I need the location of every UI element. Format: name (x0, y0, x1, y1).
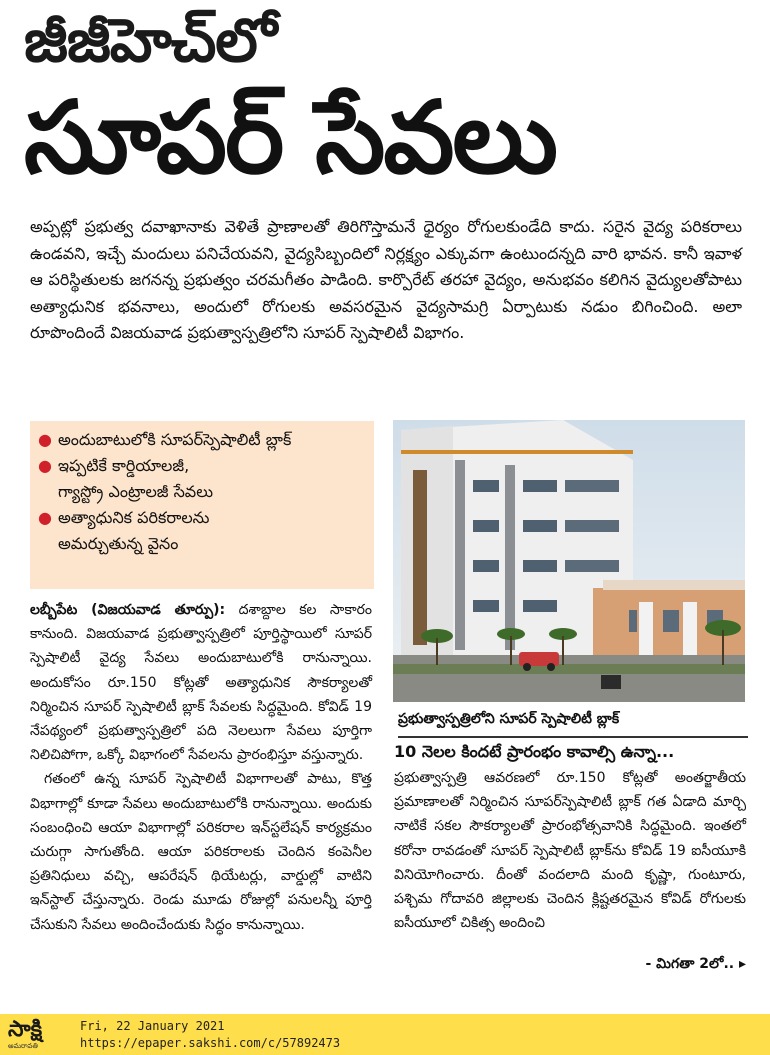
bullet-icon: ● (38, 508, 52, 527)
continued-link[interactable] (645, 956, 746, 975)
hospital-photo (393, 420, 745, 702)
continued-label: - మిగతా 2లో.. (645, 956, 735, 972)
highlight-text: అందుబాటులోకి సూపర్‌స్పెషాలిటీ బ్లాక్ (58, 430, 292, 449)
photo-caption: ప్రభుత్వాస్పత్రిలోని సూపర్ స్పెషాలిటీ బ్లాక్ (398, 711, 748, 738)
footer-url[interactable]: https://epaper.sakshi.com/c/57892473 (80, 1036, 341, 1050)
highlight-text: అత్యాధునిక పరికరాలను (58, 508, 210, 527)
article-paragraph: దశాబ్దాల కల సాకారం కానుంది. విజయవాడ ప్రభుత్వాస్పత్రిలో పూర్తిస్థాయిలో సూపర్ స్పెషాలిటీ వైద్య సేవలు అందుబాటులోకి రానున్నాయి. అందుకోసం రూ.150 కోట్లతో అత్యాధునిక సౌకర్యాలతో నిర్మించిన సూపర్ స్పెషాలిటీ బ్లాక్ సేవలకు సిద్ధమైంది. కోవిడ్ 19 నేపథ్యంలో ప్రభుత్వాస్పత్రిలో పది నెలలుగా సేవలు పూర్తిగా నిలిచిపోగా, ఒక్కో విభాగంలో సేవలను ప్రారంభిస్తూ వస్తున్నారు. (30, 602, 372, 764)
headline-kicker: జీజీహెచ్‌లో (24, 6, 277, 76)
sakshi-logo[interactable] (8, 1018, 64, 1051)
page-headline: సూపర్ సేవలు (24, 79, 556, 196)
highlight-item (38, 427, 366, 453)
footer-bar (0, 1014, 770, 1055)
arrow-right-icon: ▸ (738, 956, 746, 972)
highlight-text: అమర్చుతున్న వైనం (58, 534, 179, 553)
highlights-box (30, 421, 374, 589)
article-paragraph: గతంలో ఉన్న సూపర్ స్పెషాలిటీ విభాగాలతో పాటు, కొత్త విభాగాల్లో కూడా సేవలు అందుబాటులోకి రానున్నాయి. అందుకు సంబంధించి ఆయా విభాగాల్లో పరికరాల ఇన్‌స్టలేషన్ కార్యక్రమం చురుగ్గా సాగుతోంది. ఆయా పరికరాలకు చెందిన కంపెనీల ప్రతినిధులు వచ్చి, ఆపరేషన్ థియేటర్లు, వార్డుల్లో వాటిని ఇన్‌స్టాల్ చేస్తున్నారు. రెండు మూడు రోజుల్లో పనులన్నీ పూర్తి చేసుకుని సేవలు అందించేందుకు సిద్ధం కానున్నాయి. (30, 771, 372, 933)
article-right-column (394, 740, 746, 935)
highlight-text: గ్యాస్ట్రో ఎంట్రాలజీ సేవలు (58, 482, 214, 501)
highlight-item (38, 453, 366, 505)
article-dateline: లబ్బీపేట (విజయవాడ తూర్పు): (30, 602, 226, 618)
intro-paragraph: అప్పట్లో ప్రభుత్వ దవాఖానాకు వెళితే ప్రాణాలతో తిరిగొస్తామనే ధైర్యం రోగులకుండేది కాదు. సరైన వైద్య పరికరాలు ఉండవని, ఇచ్చే మందులు పనిచేయవని, వైద్యసిబ్బందిలో నిర్లక్ష్యం ఎక్కువగా ఉంటుందన్నది వారి భావన. కానీ ఇవాళ ఆ పరిస్థితులకు జగనన్న ప్రభుత్వం చరమగీతం పాడింది. కార్పొరేట్ తరహా వైద్యం, అనుభవం కలిగిన వైద్యులతోపాటు అత్యాధునిక భవనాలు, అందులో రోగులకు అవసరమైన వైద్యసామగ్రి ఏర్పాటుకు నడుం బిగించింది. అలా రూపొందిందే విజయవాడ ప్రభుత్వాస్పత్రిలోని సూపర్ స్పెషాలిటీ విభాగం. (30, 217, 742, 342)
article-left-column (30, 598, 372, 937)
footer-date: Fri, 22 January 2021 (80, 1019, 225, 1033)
hospital-building-image (393, 420, 745, 702)
bullet-icon: ● (38, 430, 52, 449)
highlight-item (38, 505, 366, 557)
article-paragraph: ప్రభుత్వాస్పత్రి ఆవరణలో రూ.150 కోట్లతో అంతర్జాతీయ ప్రమాణాలతో నిర్మించిన సూపర్‌స్పెషాలిటీ బ్లాక్ గత ఏడాది మార్చి నాటికే సకల సౌకర్యాలతో ప్రారంభోత్సవానికి సిద్ధమైంది. ఇంతలో కరోనా రావడంతో సూపర్ స్పెషాలిటీ బ్లాక్‌ను కోవిడ్ 19 ఐసీయూకి వినియోగించారు. దీంతో వందలాది మంది కృష్ణా, గుంటూరు, పశ్చిమ గోదావరి జిల్లాలకు చెందిన క్లిష్టతరమైన కోవిడ్ రోగులకు ఐసీయూలో చికిత్స అందించి (394, 770, 746, 932)
article-subheading: 10 నెలల కిందటే ప్రారంభం కావాల్సి ఉన్నా... (394, 742, 675, 761)
highlight-text: ఇప్పటికే కార్డియాలజీ, (58, 456, 190, 475)
logo-edition: అమరావతి (8, 1042, 38, 1050)
logo-text: సాక్షి (8, 1017, 43, 1042)
bullet-icon: ● (38, 456, 52, 475)
